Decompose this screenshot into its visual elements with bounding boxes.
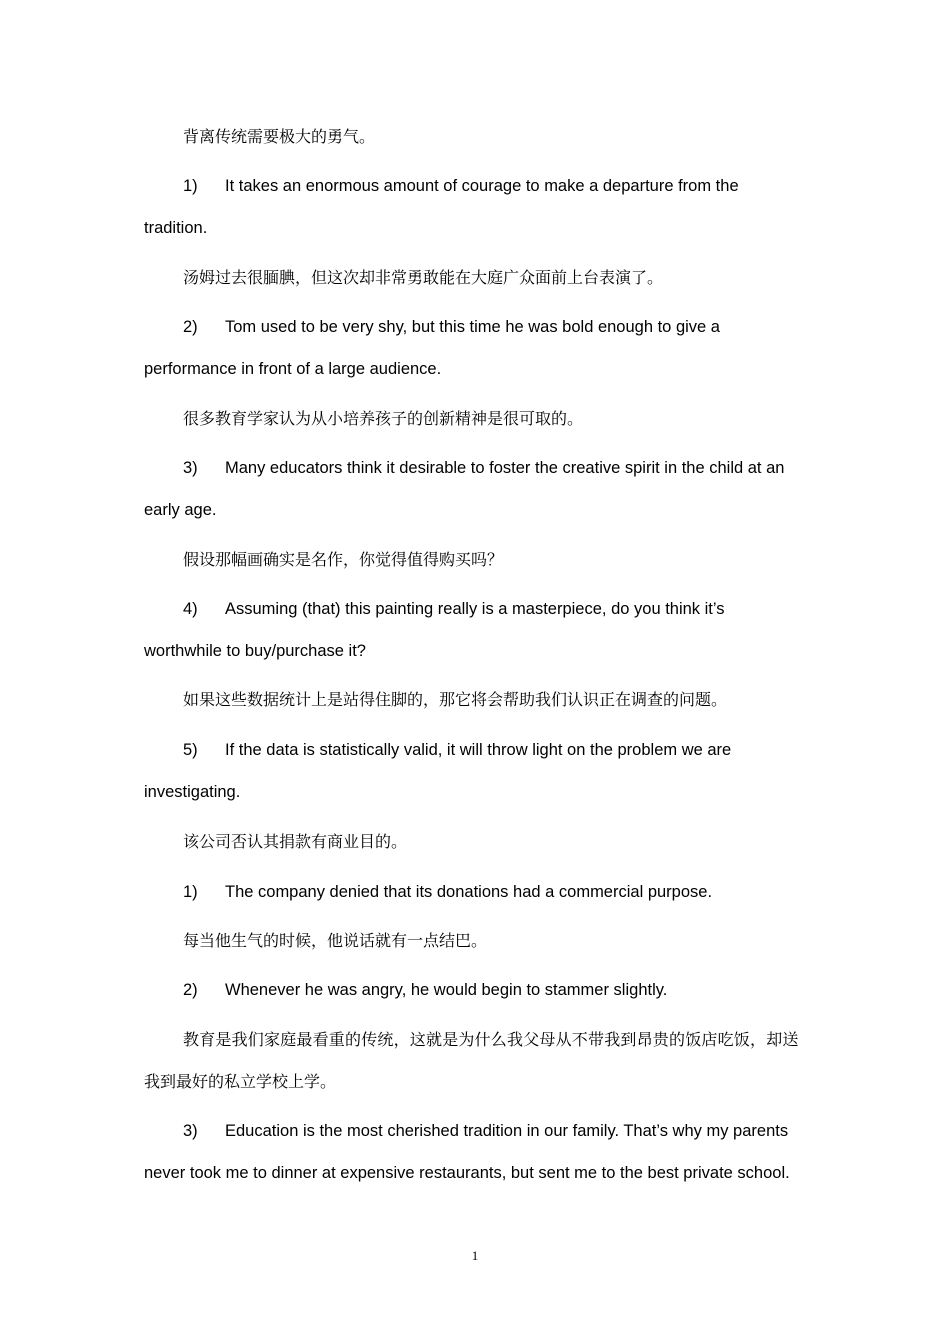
page-number: 1 — [471, 1248, 479, 1263]
chinese-sentence: 背离传统需要极大的勇气。 — [183, 127, 376, 146]
item-number: 3) — [183, 1122, 198, 1140]
item-number: 3) — [183, 459, 198, 477]
chinese-sentence: 很多教育学家认为从小培养孩子的创新精神是很可取的。 — [183, 409, 584, 428]
english-translation-continued: performance in front of a large audience. — [144, 360, 442, 378]
english-translation: Whenever he was angry, he would begin to stammer slightly. — [225, 981, 668, 999]
english-translation-continued: tradition. — [144, 219, 208, 237]
item-number: 1) — [183, 177, 198, 195]
english-translation: Education is the most cherished tradition in our family. That’s why my parents — [225, 1122, 789, 1140]
chinese-sentence: 每当他生气的时候，他说话就有一点结巴。 — [183, 931, 488, 950]
english-translation-continued: investigating. — [144, 783, 241, 801]
english-translation-continued: worthwhile to buy/purchase it? — [144, 642, 366, 660]
english-translation: If the data is statistically valid, it will throw light on the problem we are — [225, 741, 732, 759]
english-translation: It takes an enormous amount of courage to make a departure from the — [225, 177, 739, 195]
english-translation-continued: never took me to dinner at expensive restaurants, but sent me to the best private school. — [144, 1164, 790, 1182]
chinese-sentence: 教育是我们家庭最看重的传统，这就是为什么我父母从不带我到昂贵的饭店吃饭，却送 — [183, 1030, 799, 1049]
chinese-sentence: 如果这些数据统计上是站得住脚的，那它将会帮助我们认识正在调查的问题。 — [183, 690, 728, 709]
chinese-sentence-continued: 我到最好的私立学校上学。 — [144, 1072, 337, 1091]
item-number: 2) — [183, 318, 198, 336]
chinese-sentence: 假设那幅画确实是名作，你觉得值得购买吗？ — [183, 550, 504, 569]
item-number: 4) — [183, 600, 198, 618]
item-number: 1) — [183, 883, 198, 901]
chinese-sentence: 该公司否认其捐款有商业目的。 — [183, 832, 408, 851]
english-translation: Assuming (that) this painting really is a masterpiece, do you think it’s — [225, 600, 725, 618]
item-number: 5) — [183, 741, 198, 759]
chinese-sentence: 汤姆过去很腼腆，但这次却非常勇敢能在大庭广众面前上台表演了。 — [183, 268, 664, 287]
english-translation: The company denied that its donations had a commercial purpose. — [225, 883, 713, 901]
english-translation-continued: early age. — [144, 501, 217, 519]
item-number: 2) — [183, 981, 198, 999]
english-translation: Many educators think it desirable to foster the creative spirit in the child at an — [225, 459, 785, 477]
english-translation: Tom used to be very shy, but this time he was bold enough to give a — [225, 318, 720, 336]
